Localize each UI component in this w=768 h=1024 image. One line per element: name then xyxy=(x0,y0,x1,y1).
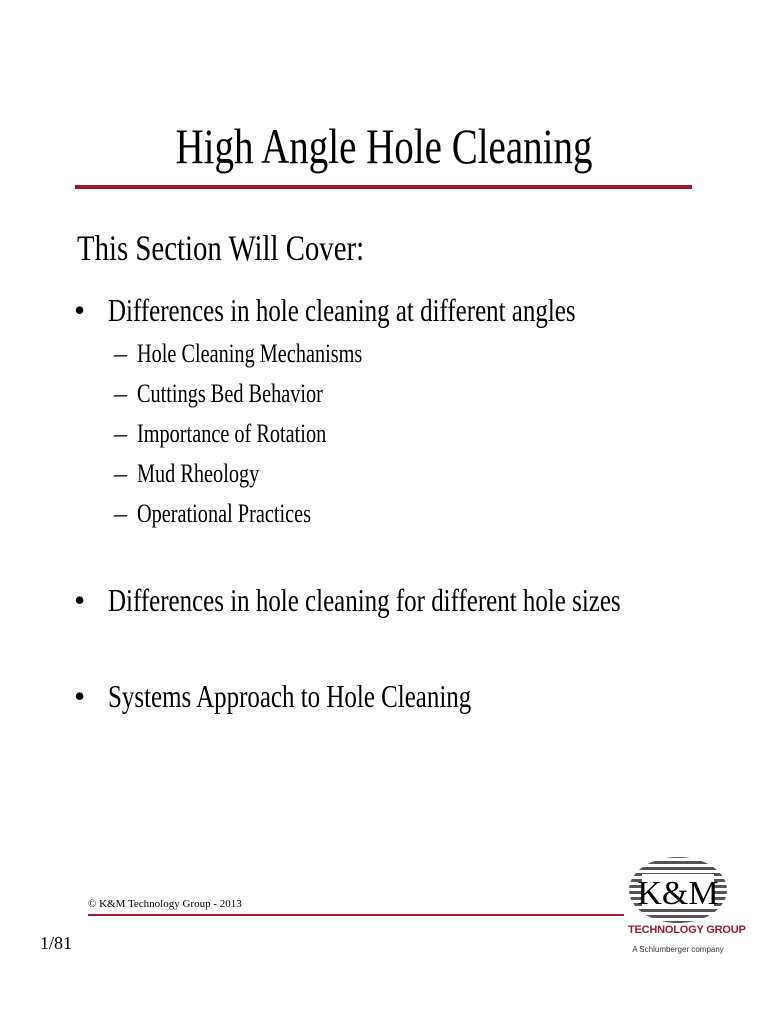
bullet-text: Systems Approach to Hole Cleaning xyxy=(108,678,472,714)
bullet-marker: • xyxy=(74,582,86,618)
sub-item-marker: – xyxy=(114,379,127,408)
company-logo xyxy=(628,852,746,960)
sub-item-marker: – xyxy=(114,419,127,448)
sub-item-text: Hole Cleaning Mechanisms xyxy=(137,339,363,368)
sub-item-text: Importance of Rotation xyxy=(137,419,327,448)
page-number: 1/81 xyxy=(40,933,73,953)
bullet-marker: • xyxy=(74,292,86,328)
section-heading: This Section Will Cover: xyxy=(77,228,365,268)
slide-title: High Angle Hole Cleaning xyxy=(175,118,593,174)
sub-item-marker: – xyxy=(114,499,127,528)
sub-item-marker: – xyxy=(114,459,127,488)
copyright-notice: © K&M Technology Group - 2013 xyxy=(88,898,242,910)
km-logo-mark-icon xyxy=(628,852,728,924)
sub-item-text: Cuttings Bed Behavior xyxy=(137,379,323,408)
sub-item-marker: – xyxy=(114,339,127,368)
title-divider xyxy=(75,185,692,189)
bullet-marker: • xyxy=(74,678,86,714)
logo-mark-text: K&M xyxy=(637,875,719,912)
logo-name: TECHNOLOGY GROUP xyxy=(628,924,746,936)
bullet-text: Differences in hole cleaning at different angles xyxy=(108,292,576,328)
logo-tagline: A Schlumberger company xyxy=(632,945,724,954)
sub-item-text: Operational Practices xyxy=(137,499,312,528)
sub-item-text: Mud Rheology xyxy=(137,459,260,488)
bullet-text: Differences in hole cleaning for different hole sizes xyxy=(108,582,621,618)
footer-divider xyxy=(88,914,624,916)
